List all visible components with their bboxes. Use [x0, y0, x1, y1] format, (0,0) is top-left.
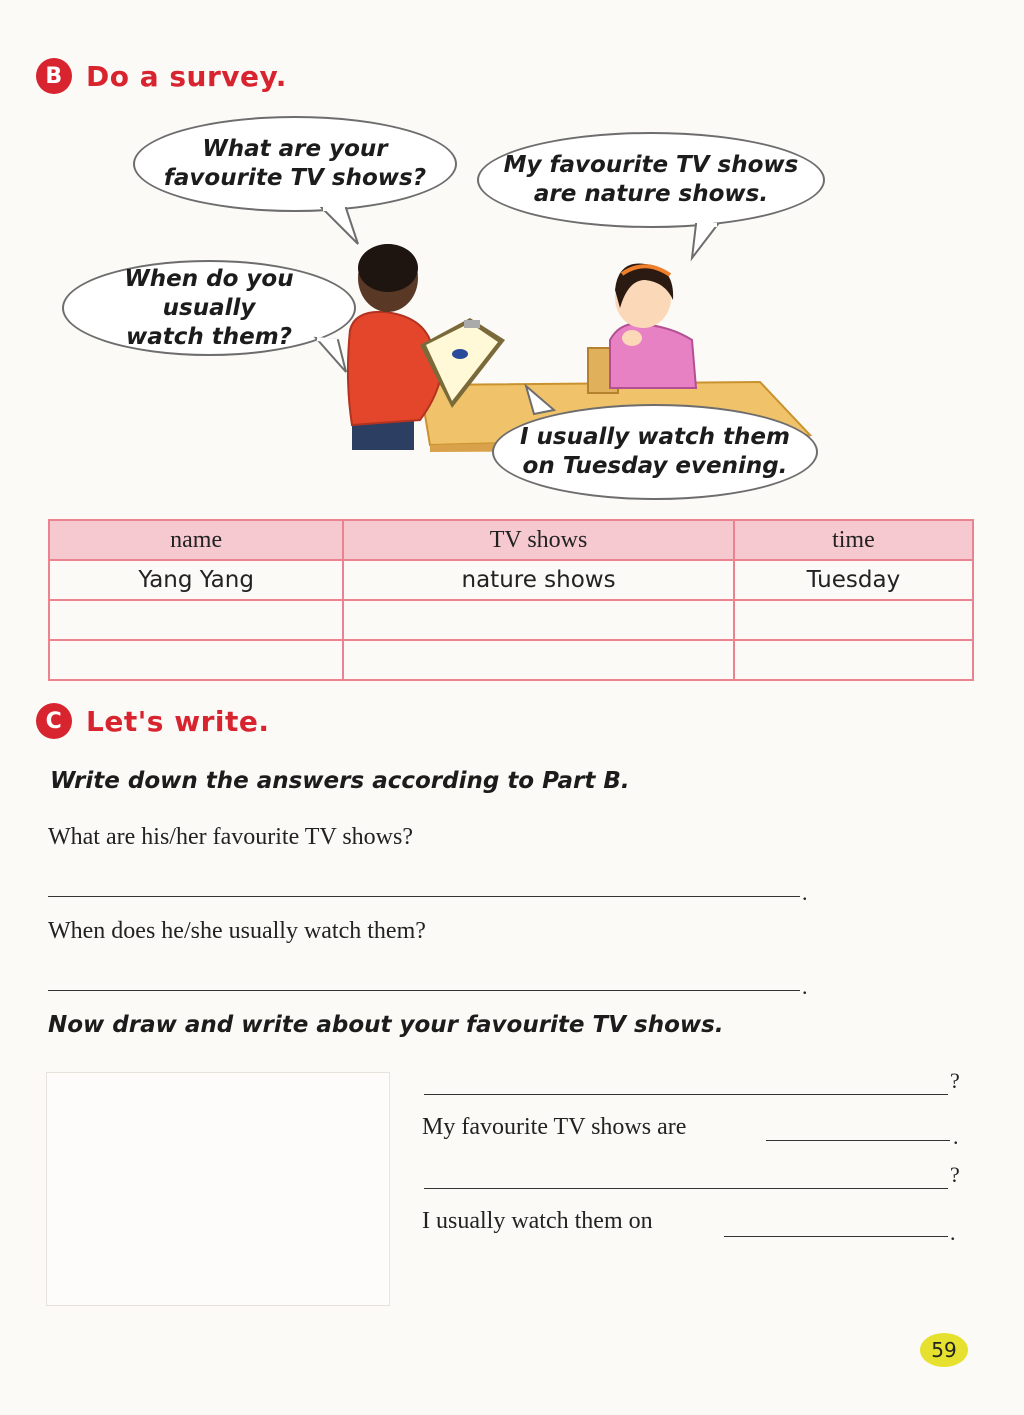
writing-line-question-1[interactable] — [424, 1094, 948, 1095]
period-2: . — [950, 1220, 956, 1245]
cell-time: Tuesday — [734, 560, 973, 600]
cell-tv-shows: nature shows — [343, 560, 734, 600]
cell-name: Yang Yang — [49, 560, 343, 600]
survey-table — [48, 519, 974, 681]
cell-tv-shows[interactable] — [343, 600, 734, 640]
watch-day-sentence: I usually watch them on — [422, 1208, 653, 1234]
table-header-row — [49, 520, 973, 560]
favourite-shows-sentence: My favourite TV shows are — [422, 1114, 687, 1140]
table-row — [49, 640, 973, 680]
table-row — [49, 600, 973, 640]
cell-name[interactable] — [49, 640, 343, 680]
speech-bubble-favourite-question: What are your favourite TV shows? — [133, 116, 457, 212]
bubble-tail-4 — [520, 384, 560, 416]
instruction-part-b: Write down the answers according to Part B. — [50, 768, 630, 794]
header-time: time — [734, 520, 973, 560]
page-number: 59 — [920, 1333, 968, 1367]
writing-line-question-2[interactable] — [424, 1188, 948, 1189]
question-favourite-shows: What are his/her favourite TV shows? — [48, 824, 414, 850]
question-mark-2: ? — [950, 1162, 960, 1187]
answer-line-1-period: . — [802, 880, 808, 905]
bubble-tail-1 — [320, 206, 370, 248]
bubble-tail-3 — [312, 336, 352, 376]
section-c-badge: C — [36, 703, 72, 739]
cell-name[interactable] — [49, 600, 343, 640]
section-c-heading — [36, 703, 270, 739]
cell-time[interactable] — [734, 600, 973, 640]
bubble-tail-2 — [690, 222, 730, 262]
answer-line-2[interactable] — [48, 990, 800, 991]
section-b-heading — [36, 58, 287, 94]
section-c-title: Let's write. — [86, 704, 270, 738]
header-name: name — [49, 520, 343, 560]
speech-bubble-when-question: When do you usually watch them? — [62, 260, 356, 356]
question-watch-time: When does he/she usually watch them? — [48, 918, 426, 944]
instruction-draw-write: Now draw and write about your favourite TV shows. — [48, 1012, 724, 1038]
section-b-title: Do a survey. — [86, 59, 287, 93]
writing-line-day[interactable] — [724, 1236, 948, 1237]
question-mark-1: ? — [950, 1068, 960, 1093]
header-tv-shows: TV shows — [343, 520, 734, 560]
cell-time[interactable] — [734, 640, 973, 680]
cell-tv-shows[interactable] — [343, 640, 734, 680]
table-row — [49, 560, 973, 600]
writing-line-favourite[interactable] — [766, 1140, 950, 1141]
period-1: . — [953, 1124, 959, 1149]
girl-figure — [610, 264, 696, 388]
speech-bubble-when-answer: I usually watch them on Tuesday evening. — [492, 404, 818, 500]
drawing-box[interactable] — [46, 1072, 390, 1306]
answer-line-1[interactable] — [48, 896, 800, 897]
section-b-badge: B — [36, 58, 72, 94]
speech-bubble-favourite-answer: My favourite TV shows are nature shows. — [477, 132, 825, 228]
answer-line-2-period: . — [802, 974, 808, 999]
